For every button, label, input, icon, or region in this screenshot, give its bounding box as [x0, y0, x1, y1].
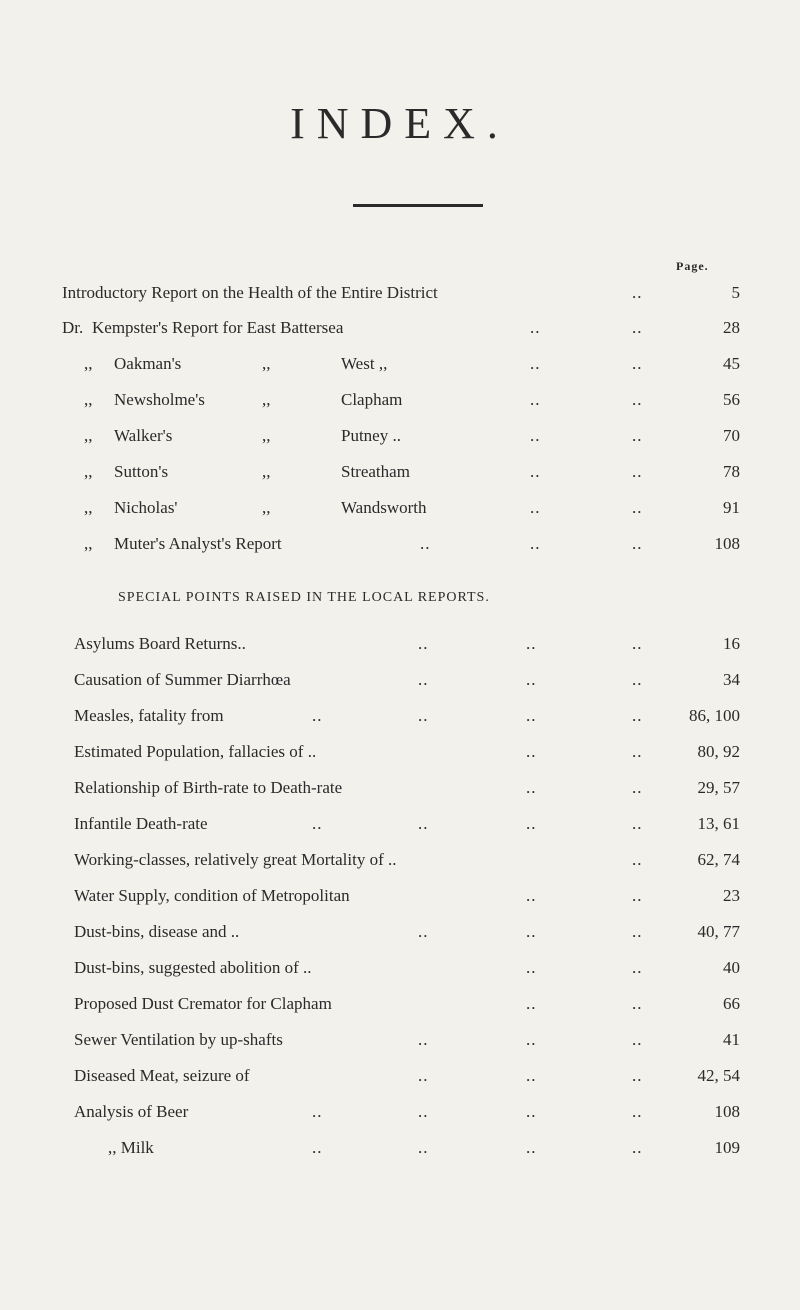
entry-label: Infantile Death-rate [74, 814, 208, 833]
leader-dots: .. [418, 922, 429, 941]
entry-label: Diseased Meat, seizure of [74, 1066, 250, 1085]
entry-label: Dust-bins, disease and .. [74, 922, 240, 941]
leader-dots: .. [632, 318, 643, 337]
leader-dots: .. [420, 534, 431, 553]
entry-page: 16 [723, 634, 740, 653]
leader-dots: .. [632, 426, 643, 445]
leader-dots: .. [632, 706, 643, 725]
district-entry [0, 283, 800, 313]
district-entry [0, 354, 800, 384]
leader-dots: .. [632, 1138, 643, 1157]
entry-name: Oakman's [114, 354, 182, 373]
leader-dots: .. [526, 994, 537, 1013]
entry-district: Putney .. [341, 426, 401, 445]
leader-dots: .. [526, 886, 537, 905]
leader-dots: .. [530, 534, 541, 553]
district-entry [0, 462, 800, 492]
district-entry [0, 498, 800, 528]
leader-dots: .. [312, 1138, 323, 1157]
leader-dots: .. [526, 922, 537, 941]
special-entry [0, 850, 800, 880]
entry-label: Introductory Report on the Health of the Entire District [62, 283, 438, 302]
entry-page: 40, 77 [697, 922, 740, 941]
entry-name: Newsholme's [114, 390, 205, 409]
leader-dots: .. [526, 634, 537, 653]
entry-label: Measles, fatality from [74, 706, 224, 725]
leader-dots: .. [632, 958, 643, 977]
title-rule [353, 204, 483, 207]
entry-name: Sutton's [114, 462, 169, 481]
special-entry [0, 886, 800, 916]
leader-dots: .. [526, 1030, 537, 1049]
entry-district: West ,, [341, 354, 388, 373]
special-entry [0, 742, 800, 772]
entry-prefix: ,, [84, 354, 93, 373]
entry-page: 70 [723, 426, 740, 445]
district-entry [0, 426, 800, 456]
special-entry [0, 958, 800, 988]
entry-prefix: ,, [84, 390, 93, 409]
entry-page: 66 [723, 994, 740, 1013]
leader-dots: .. [312, 1102, 323, 1121]
leader-dots: .. [526, 706, 537, 725]
leader-dots: .. [632, 354, 643, 373]
entry-label: Analysis of Beer [74, 1102, 189, 1121]
entry-page: 80, 92 [697, 742, 740, 761]
special-entry [0, 994, 800, 1024]
leader-dots: .. [632, 994, 643, 1013]
leader-dots: .. [526, 814, 537, 833]
district-entry [0, 318, 800, 348]
entry-page: 34 [723, 670, 740, 689]
special-entry [0, 922, 800, 952]
entry-page: 108 [714, 534, 740, 553]
leader-dots: .. [632, 498, 643, 517]
leader-dots: .. [418, 706, 429, 725]
entry-ditto: ,, [262, 462, 271, 481]
special-entry [0, 706, 800, 736]
entry-ditto: ,, [262, 390, 271, 409]
entry-label: Estimated Population, fallacies of .. [74, 742, 317, 761]
entry-page: 42, 54 [697, 1066, 740, 1085]
entry-prefix: ,, [84, 462, 93, 481]
leader-dots: .. [632, 922, 643, 941]
entry-name: Walker's [114, 426, 173, 445]
entry-page: 56 [723, 390, 740, 409]
leader-dots: .. [632, 850, 643, 869]
entry-ditto: ,, [262, 354, 271, 373]
entry-page: 108 [714, 1102, 740, 1121]
entry-label: Water Supply, condition of Metropolitan [74, 886, 350, 905]
entry-prefix: ,, [84, 426, 93, 445]
district-entry [0, 390, 800, 420]
entry-page: 13, 61 [697, 814, 740, 833]
entry-page: 29, 57 [697, 778, 740, 797]
special-entry [0, 1138, 800, 1168]
entry-label: Causation of Summer Diarrhœa [74, 670, 291, 689]
special-entry [0, 814, 800, 844]
entry-page: 78 [723, 462, 740, 481]
special-entry [0, 1030, 800, 1060]
leader-dots: .. [418, 1138, 429, 1157]
leader-dots: .. [526, 958, 537, 977]
entry-district: Clapham [341, 390, 403, 409]
entry-page: 86, 100 [689, 706, 740, 725]
leader-dots: .. [632, 283, 643, 302]
entry-page: 28 [723, 318, 740, 337]
district-entry [0, 534, 800, 564]
leader-dots: .. [418, 1030, 429, 1049]
entry-page: 109 [714, 1138, 740, 1157]
entry-page: 62, 74 [697, 850, 740, 869]
entry-label: Asylums Board Returns.. [74, 634, 246, 653]
leader-dots: .. [632, 534, 643, 553]
leader-dots: .. [418, 1102, 429, 1121]
entry-prefix: Dr. [62, 318, 84, 337]
leader-dots: .. [526, 1138, 537, 1157]
leader-dots: .. [632, 670, 643, 689]
entry-name: Nicholas' [114, 498, 178, 517]
special-entry [0, 670, 800, 700]
leader-dots: .. [418, 670, 429, 689]
leader-dots: .. [530, 390, 541, 409]
leader-dots: .. [312, 814, 323, 833]
leader-dots: .. [418, 634, 429, 653]
page-column-header: Page. [676, 259, 709, 273]
section-heading: SPECIAL POINTS RAISED IN THE LOCAL REPORTS. [118, 590, 490, 605]
entry-label: Sewer Ventilation by up-shafts [74, 1030, 283, 1049]
special-entry [0, 778, 800, 808]
entry-district: Wandsworth [341, 498, 427, 517]
entry-district: Streatham [341, 462, 410, 481]
special-entry [0, 1102, 800, 1132]
entry-page: 40 [723, 958, 740, 977]
leader-dots: .. [418, 1066, 429, 1085]
leader-dots: .. [526, 742, 537, 761]
leader-dots: .. [530, 426, 541, 445]
entry-label: Relationship of Birth-rate to Death-rate [74, 778, 343, 797]
special-entry [0, 1066, 800, 1096]
leader-dots: .. [632, 634, 643, 653]
entry-label: Proposed Dust Cremator for Clapham [74, 994, 332, 1013]
entry-prefix: ,, [84, 534, 93, 553]
leader-dots: .. [530, 318, 541, 337]
entry-name: Muter's Analyst's Report [114, 534, 282, 553]
leader-dots: .. [632, 462, 643, 481]
page-title: INDEX. [290, 99, 510, 148]
entry-page: 45 [723, 354, 740, 373]
entry-prefix: ,, [84, 498, 93, 517]
entry-page: 41 [723, 1030, 740, 1049]
leader-dots: .. [418, 814, 429, 833]
entry-page: 91 [723, 498, 740, 517]
entry-ditto: ,, [262, 498, 271, 517]
leader-dots: .. [526, 1066, 537, 1085]
entry-label: Working-classes, relatively great Mortality of .. [74, 850, 397, 869]
leader-dots: .. [526, 670, 537, 689]
leader-dots: .. [530, 354, 541, 373]
leader-dots: .. [632, 390, 643, 409]
leader-dots: .. [632, 814, 643, 833]
leader-dots: .. [526, 1102, 537, 1121]
leader-dots: .. [526, 778, 537, 797]
leader-dots: .. [632, 778, 643, 797]
entry-label: Dust-bins, suggested abolition of .. [74, 958, 312, 977]
entry-page: 5 [731, 283, 740, 302]
leader-dots: .. [632, 742, 643, 761]
entry-ditto: ,, [262, 426, 271, 445]
entry-label: ,, Milk [108, 1138, 154, 1157]
leader-dots: .. [312, 706, 323, 725]
leader-dots: .. [530, 462, 541, 481]
leader-dots: .. [632, 1030, 643, 1049]
leader-dots: .. [530, 498, 541, 517]
special-entry [0, 634, 800, 664]
leader-dots: .. [632, 886, 643, 905]
entry-name: Kempster's Report for East Battersea [92, 318, 344, 337]
leader-dots: .. [632, 1066, 643, 1085]
entry-page: 23 [723, 886, 740, 905]
leader-dots: .. [632, 1102, 643, 1121]
